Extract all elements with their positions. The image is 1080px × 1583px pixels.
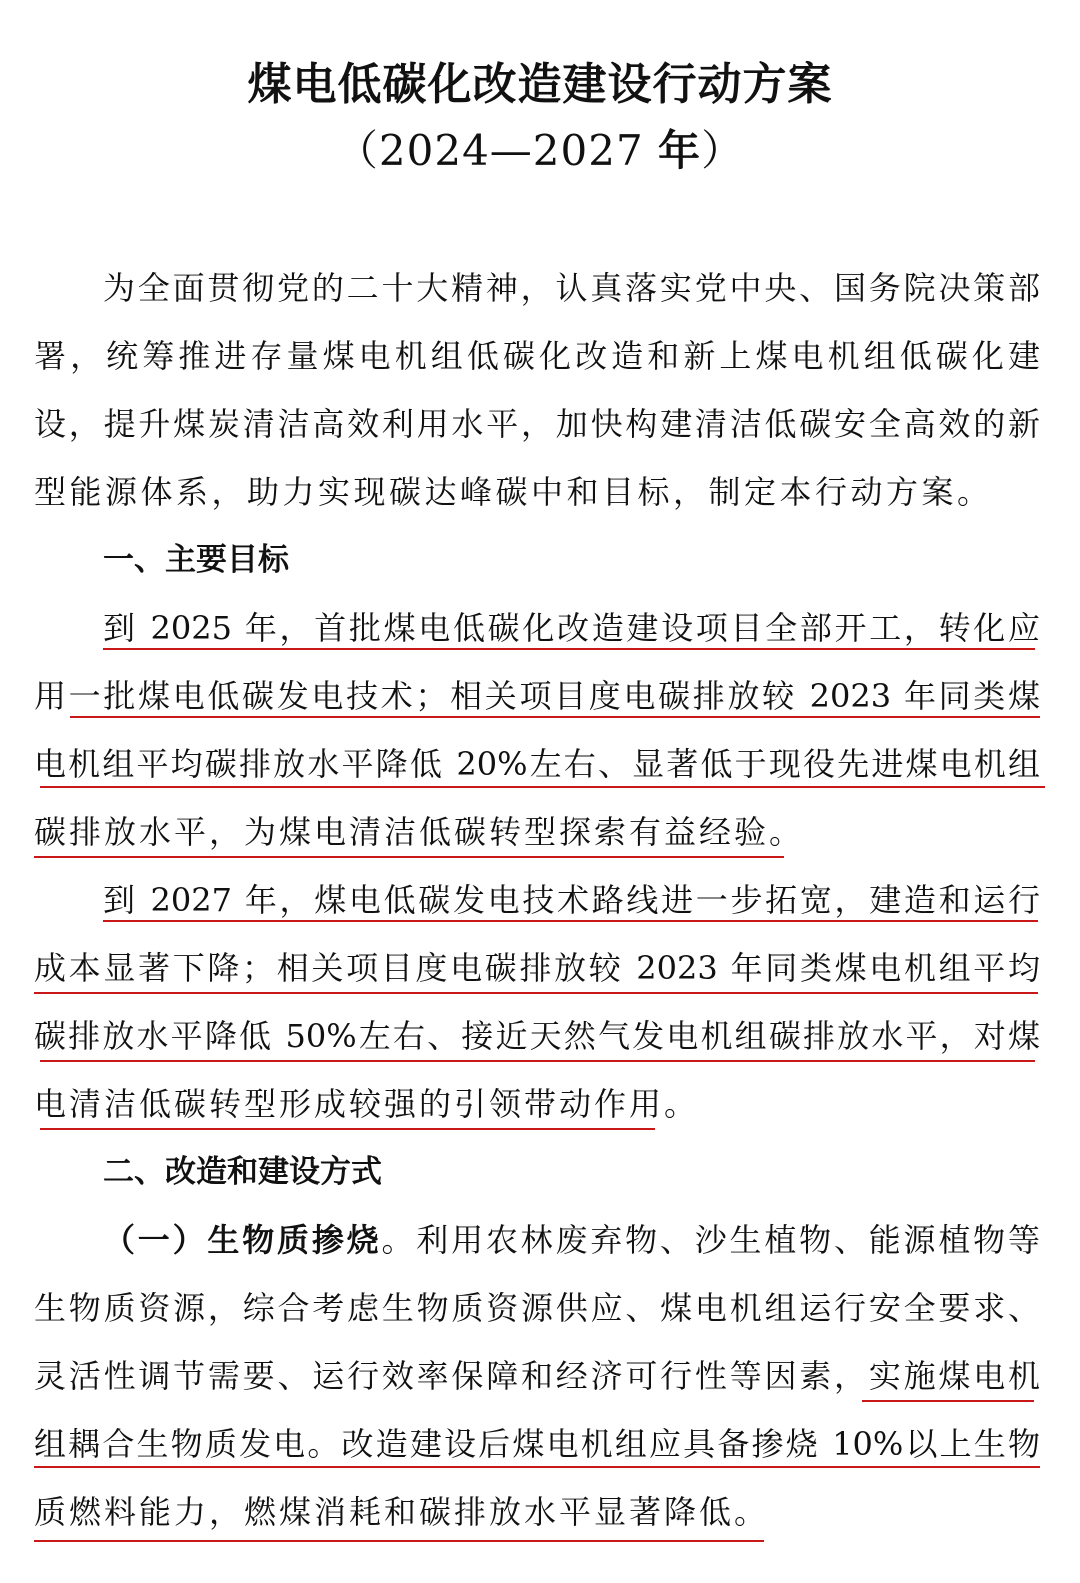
document-title: 煤电低碳化改造建设行动方案 [247,59,833,110]
underline-mark [103,920,1038,922]
underline-mark [40,786,1045,788]
underline-mark [103,648,1035,650]
section2-heading: 二、改造和建设方式 [103,1154,382,1190]
biomass-line-5: 质燃料能力，燃煤消耗和碳排放水平显著降低。 [34,1493,770,1531]
intro-line-2: 署，统筹推进存量煤电机组低碳化改造和新上煤电机组低碳化建 [34,337,1040,375]
intro-line-3: 设，提升煤炭清洁高效利用水平，加快构建清洁低碳安全高效的新 [34,405,1040,443]
biomass-line-4: 组耦合生物质发电。改造建设后煤电机组应具备掺烧 10%以上生物 [34,1425,1040,1463]
document-subtitle-years [0,118,1080,178]
biomass-label: （一）生物质掺烧 [103,1221,382,1259]
goal-2025-line-3: 电机组平均碳排放水平降低 20%左右、显著低于现役先进煤电机组 [34,745,1040,783]
goal-2027-line-3: 碳排放水平降低 50%左右、接近天然气发电机组碳排放水平，对煤 [34,1017,1040,1055]
underline-mark [34,1466,1040,1468]
goal-2025-line-4: 碳排放水平，为煤电清洁低碳转型探索有益经验。 [34,813,805,851]
goal-2027-line-2: 成本显著下降；相关项目度电碳排放较 2023 年同类煤电机组平均 [34,949,1040,987]
underline-mark [70,716,1040,718]
underline-mark [40,1060,1035,1062]
intro-line-1: 为全面贯彻党的二十大精神，认真落实党中央、国务院决策部 [103,269,1040,307]
biomass-line-1-text: 。利用农林废弃物、沙生植物、能源植物等 [381,1221,1040,1259]
biomass-line-3: 灵活性调节需要、运行效率保障和经济可行性等因素，实施煤电机 [34,1357,1040,1395]
year-range: （2024—2027 [335,126,659,175]
goal-2027-line-1: 到 2027 年，煤电低碳发电技术路线进一步拓宽，建造和运行 [103,881,1040,919]
section1-heading: 一、主要目标 [103,542,289,578]
year-close: ） [701,126,745,175]
underline-mark [862,1400,1034,1402]
biomass-line-2: 生物质资源，综合考虑生物质资源供应、煤电机组运行安全要求、 [34,1289,1040,1327]
goal-2027-line-4: 电清洁低碳转型形成较强的引领带动作用。 [34,1085,700,1123]
intro-line-4: 型能源体系，助力实现碳达峰碳中和目标，制定本行动方案。 [34,473,993,511]
goal-2025-line-2: 用一批煤电低碳发电技术；相关项目度电碳排放较 2023 年同类煤 [34,677,1040,715]
underline-mark [34,992,1038,994]
underline-mark [34,856,784,858]
biomass-line-1 [103,1220,1040,1260]
underline-mark [40,1128,655,1130]
goal-2025-line-1: 到 2025 年，首批煤电低碳化改造建设项目全部开工，转化应 [103,609,1040,647]
underline-mark [34,1540,764,1542]
year-char: 年 [658,126,702,175]
